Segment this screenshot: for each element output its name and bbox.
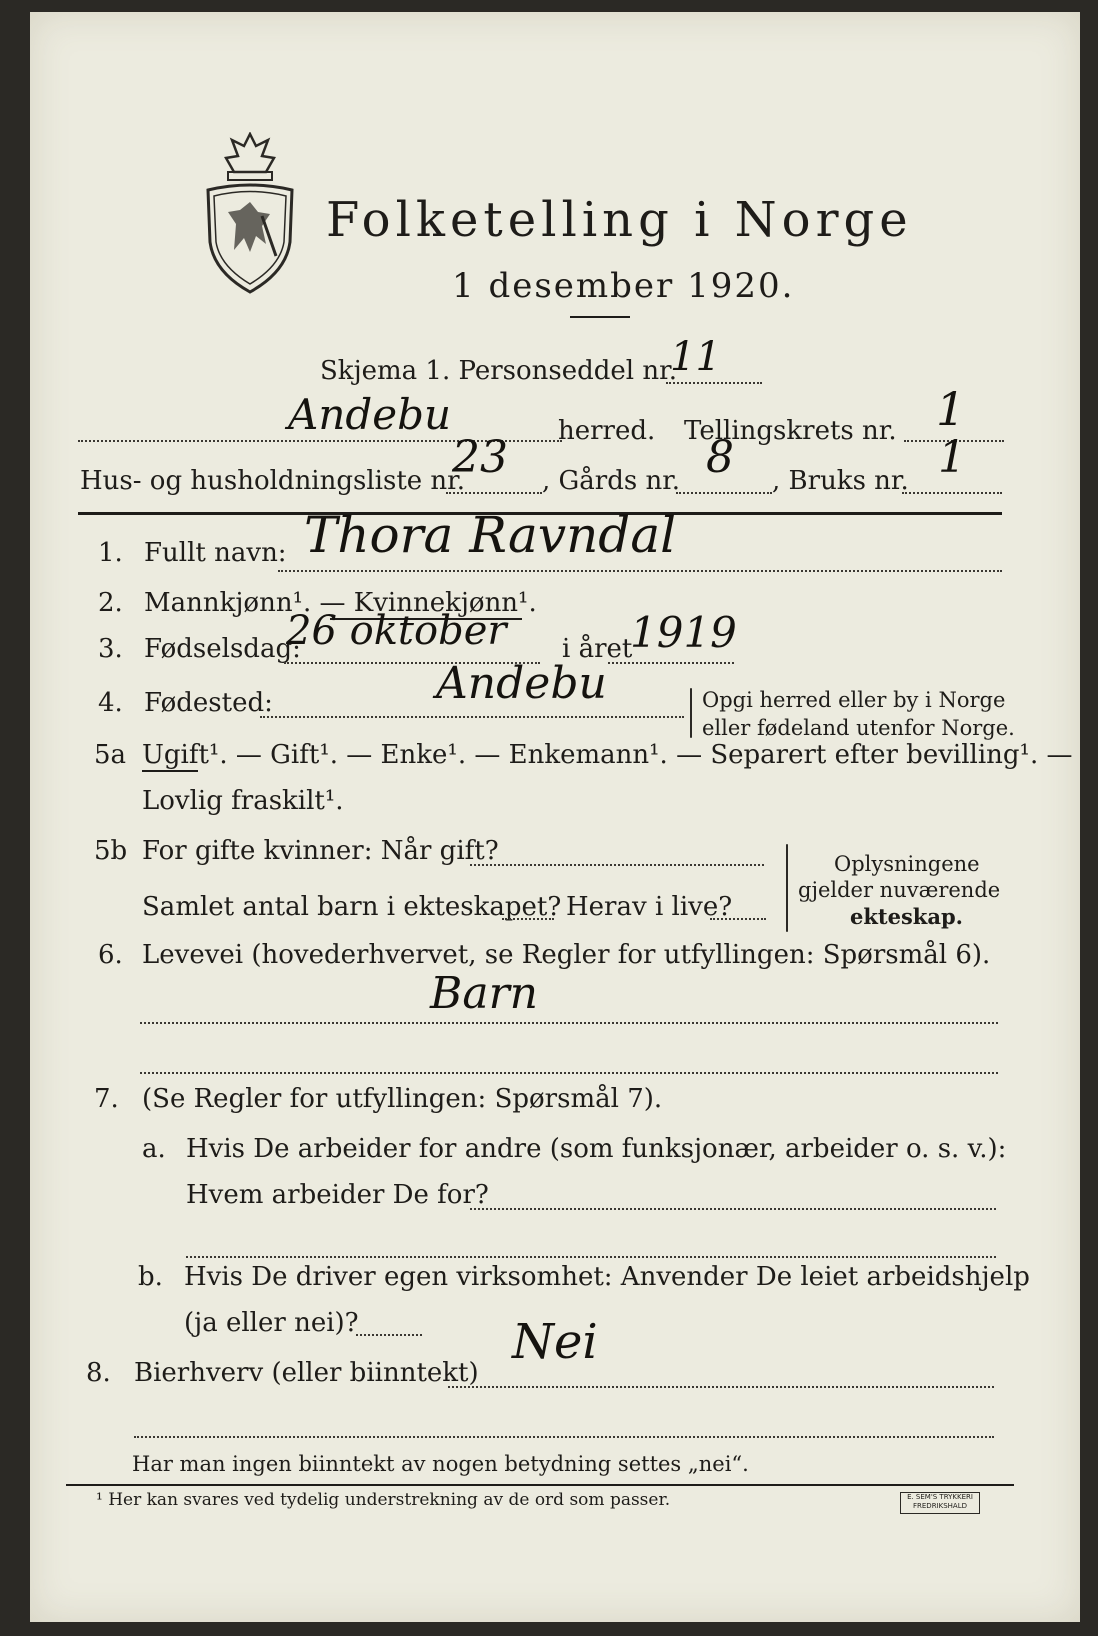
q4-label: Fødested: [144, 688, 273, 718]
q3-year-label: i året [562, 634, 633, 664]
q5b-alive-label: Herav i live? [566, 892, 733, 922]
footnote: ¹ Her kan svares ved tydelig understrekning av de ord som passer. [96, 1490, 671, 1510]
title-divider [570, 316, 630, 318]
birth-date-value: 26 oktober [286, 608, 507, 654]
q7a-label: Hvis De arbeider for andre (som funksjonær, arbeider o. s. v.): [186, 1134, 1007, 1164]
personseddel-number: 11 [670, 334, 721, 380]
q4-note-line1: Opgi herred eller by i Norge [702, 688, 1006, 712]
q6-number: 6. [98, 940, 123, 970]
q1-number: 1. [98, 538, 123, 568]
gards-value: 8 [706, 432, 734, 483]
tellingskrets-value: 1 [936, 382, 966, 436]
q7a-question: Hvem arbeider De for? [186, 1180, 489, 1210]
q5a-label-cont: Lovlig fraskilt¹. [142, 786, 344, 816]
schema-label: Skjema 1. Personseddel nr. [320, 356, 677, 386]
q8-note: Har man ingen biinntekt av nogen betydning settes „nei“. [132, 1452, 749, 1476]
q1-label: Fullt navn: [144, 538, 287, 568]
birthplace-value: Andebu [436, 658, 607, 709]
ugift-underline [142, 770, 198, 772]
gards-label: , Gårds nr. [542, 466, 681, 496]
q3-number: 3. [98, 634, 123, 664]
q7-label: (Se Regler for utfyllingen: Spørsmål 7). [142, 1084, 663, 1114]
census-form [30, 12, 1080, 1622]
birth-year-value: 1919 [630, 608, 737, 657]
coat-of-arms-logo [200, 132, 300, 297]
q7b-label: Hvis De driver egen virksomhet: Anvender De leiet arbeidshjelp [184, 1262, 1030, 1292]
q5b-note-line2: gjelder nuværende [798, 878, 1001, 902]
q5b-label: For gifte kvinner: Når gift? [142, 836, 499, 866]
form-title: Folketelling i Norge [326, 192, 913, 248]
bruks-value: 1 [938, 432, 966, 483]
printer-stamp: E. SEM'S TRYKKERI FREDRIKSHALD [900, 1492, 980, 1514]
q8-number: 8. [86, 1358, 111, 1388]
q5b-number: 5b [94, 836, 128, 866]
q5b-children-label: Samlet antal barn i ekteskapet? [142, 892, 562, 922]
q2-label: Mannkjønn¹. — Kvinnekjønn¹. [144, 588, 537, 618]
q8-label: Bierhverv (eller biinntekt) [134, 1358, 479, 1388]
q3-label: Fødselsdag: [144, 634, 301, 664]
q4-number: 4. [98, 688, 123, 718]
q7b-letter: b. [138, 1262, 163, 1292]
herred-value: Andebu [288, 390, 452, 439]
bruks-label: , Bruks nr. [772, 466, 909, 496]
occupation-value: Barn [430, 968, 538, 1019]
q7-number: 7. [94, 1084, 119, 1114]
side-income-value: Nei [512, 1314, 598, 1370]
q7a-letter: a. [142, 1134, 166, 1164]
q7b-question: (ja eller nei)? [184, 1308, 359, 1338]
husholdningsliste-label: Hus- og husholdningsliste nr. [80, 466, 466, 496]
husholdningsliste-value: 23 [452, 432, 508, 483]
footer-rule [66, 1484, 1014, 1486]
q5b-note-line1: Oplysningene [834, 852, 980, 876]
herred-label: herred. [558, 416, 656, 446]
full-name-value: Thora Ravndal [304, 506, 677, 564]
q2-number: 2. [98, 588, 123, 618]
q5a-number: 5a [94, 740, 127, 770]
tellingskrets-label: Tellingskrets nr. [684, 416, 897, 446]
form-date: 1 desember 1920. [452, 266, 795, 306]
q5b-note-line3: ekteskap. [850, 904, 963, 929]
q6-label: Levevei (hovederhvervet, se Regler for utfyllingen: Spørsmål 6). [142, 940, 991, 970]
q4-note-line2: eller fødeland utenfor Norge. [702, 716, 1015, 740]
q5a-label: Ugift¹. — Gift¹. — Enke¹. — Enkemann¹. — Separert efter bevilling¹. — [142, 740, 1073, 770]
